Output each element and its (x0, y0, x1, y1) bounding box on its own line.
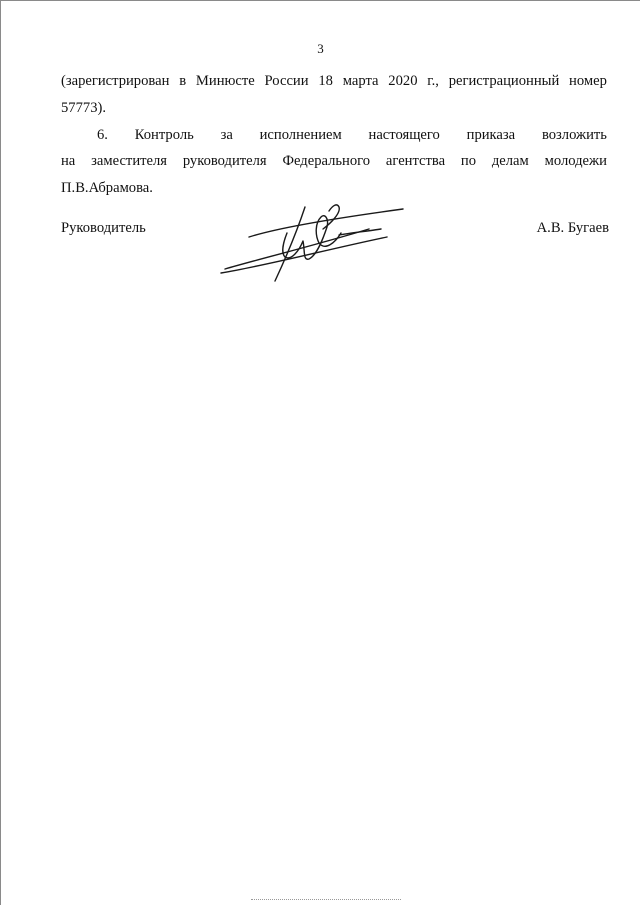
word: 18 (318, 73, 333, 89)
word: (зарегистрирован (61, 73, 170, 89)
paragraph-6-line-3: П.В.Абрамова. (61, 180, 153, 196)
paragraph-6-line-2 (61, 152, 607, 170)
word: Федерального (282, 153, 371, 169)
word: по (460, 153, 477, 169)
word: на (61, 153, 76, 169)
word: номер (569, 73, 607, 89)
page-number: 3 (317, 41, 324, 56)
word: возложить (541, 127, 607, 143)
word: делам (491, 153, 529, 169)
word: настоящего (368, 127, 440, 143)
word: руководителя (182, 153, 267, 169)
word: заместителя (91, 153, 167, 169)
word: молодежи (544, 153, 607, 169)
handwritten-signature (219, 199, 409, 289)
signatory-name: А.В. Бугаев (536, 220, 609, 236)
word: г., (427, 73, 439, 89)
item-number: 6. (97, 127, 108, 143)
word: Минюсте (195, 73, 255, 89)
word: Контроль (134, 127, 194, 143)
word: России (264, 73, 309, 89)
signatory-title: Руководитель (61, 220, 146, 236)
paragraph-6-line-1 (61, 126, 607, 144)
word: исполнением (259, 127, 342, 143)
word: регистрационный (448, 73, 560, 89)
paragraph-5-line-1 (61, 72, 607, 90)
word: 2020 (388, 73, 418, 89)
word: в (179, 73, 187, 89)
paragraph-5-line-2: 57773). (61, 100, 106, 116)
word: агентства (385, 153, 446, 169)
page-edge-mark (251, 899, 401, 900)
word: за (220, 127, 233, 143)
word: приказа (466, 127, 516, 143)
word: марта (342, 73, 379, 89)
